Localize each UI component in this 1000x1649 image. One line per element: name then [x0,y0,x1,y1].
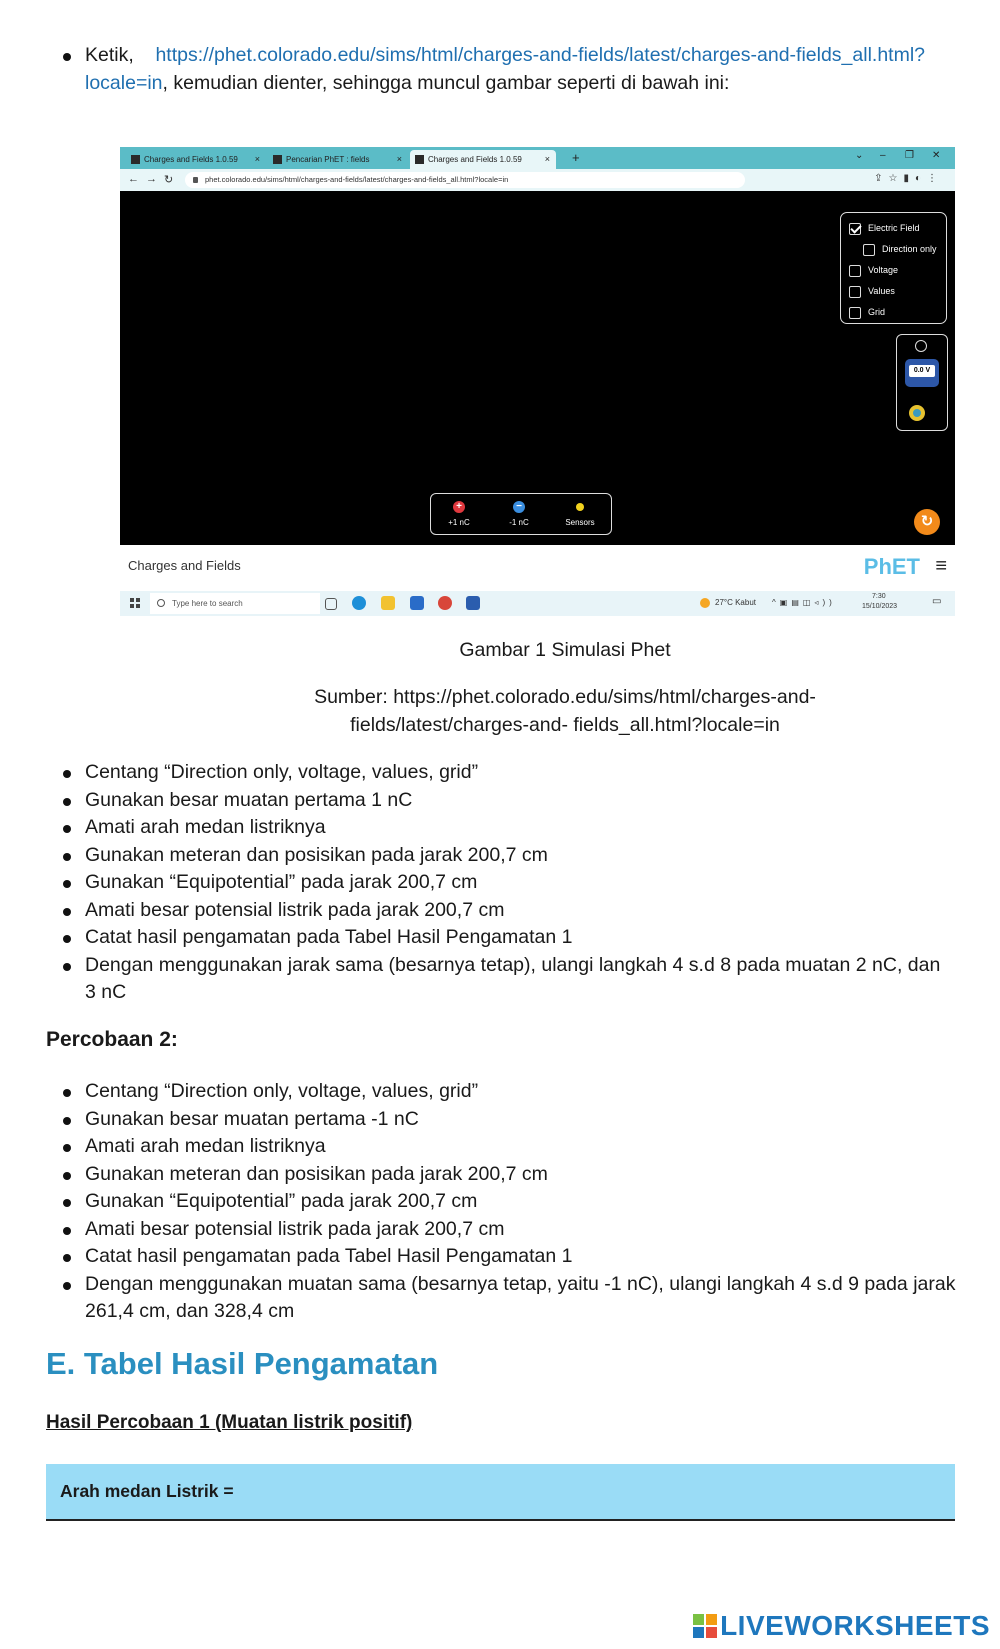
grid-checkbox[interactable] [849,307,861,319]
checkbox-label: Voltage [868,265,899,275]
voltage-checkbox[interactable] [849,265,861,277]
positive-charge-icon[interactable]: + [453,501,465,513]
word-icon[interactable] [466,596,480,610]
new-tab-icon[interactable]: + [572,150,580,165]
search-icon [157,599,165,607]
notification-icon[interactable]: ▭ [932,596,942,607]
tab-label: Charges and Fields 1.0.59 [428,155,522,164]
tab-label: Pencarian PhET : fields [286,155,370,164]
list-item: Catat hasil pengamatan pada Tabel Hasil Pengamatan 1 [60,924,965,952]
charges-toolbox [430,493,612,535]
voltmeter[interactable] [905,359,939,387]
reload-icon[interactable]: ↻ [164,174,174,186]
liveworksheets-icon [693,1614,717,1638]
intro-prefix: Ketik, [85,44,134,66]
voltmeter-readout: 0.0 V [909,365,935,377]
intro-item [60,42,965,97]
list-item: Gunakan “Equipotential” pada jarak 200,7 cm [60,1188,965,1216]
close-icon[interactable]: × [396,154,402,164]
list-item: Gunakan meteran dan posisikan pada jarak 200,7 cm [60,842,965,870]
percobaan-2-heading: Percobaan 2: [46,1028,178,1051]
figure-source: Sumber: https://phet.colorado.edu/sims/html/charges-and-fields/latest/charges-and- fields_all.html?locale=in [314,686,816,736]
list-item: Dengan menggunakan muatan sama (besarnya tetap, yaitu -1 nC), ulangi langkah 4 s.d 9 pada jarak 261,4 cm, dan 328,4 cm [60,1271,965,1326]
intro-list [60,42,965,97]
figure-caption: Gambar 1 Simulasi Phet [459,639,671,661]
browser-tab-2[interactable] [268,150,408,169]
sensor-icon[interactable] [576,503,584,511]
list-item: Amati besar potensial listrik pada jarak 200,7 cm [60,1216,965,1244]
phet-favicon-icon [415,155,424,164]
minimize-icon[interactable]: – [880,150,886,161]
weather-icon [700,598,710,608]
taskbar-search-placeholder: Type here to search [172,599,243,608]
chrome-icon[interactable] [438,596,452,610]
tools-box [896,334,948,431]
browser-tab-3[interactable] [410,150,556,169]
crosshair-icon[interactable] [915,340,927,352]
browser-tab-1[interactable] [126,150,266,169]
list-item: Gunakan besar muatan pertama 1 nC [60,787,965,815]
liveworksheets-logo [693,1610,990,1642]
charge-label: +1 nC [448,518,470,527]
checkbox-label: Direction only [882,244,937,254]
phet-logo: PhET [863,554,920,579]
charge-label: Sensors [565,518,595,527]
list-item: Amati arah medan listriknya [60,1133,965,1161]
windows-taskbar [120,591,955,616]
list-item: Gunakan meteran dan posisikan pada jarak 200,7 cm [60,1161,965,1189]
restore-icon[interactable]: ❐ [905,150,914,161]
intro-suffix: , kemudian dienter, sehingga muncul gambar seperti di bawah ini: [162,71,730,94]
forward-icon[interactable]: → [146,173,157,185]
values-checkbox[interactable] [849,286,861,298]
back-icon[interactable]: ← [128,173,139,185]
clock-date: 15/10/2023 [862,603,898,610]
tab-label: Charges and Fields 1.0.59 [144,155,238,164]
close-window-icon[interactable]: ✕ [932,150,941,161]
address-bar [120,169,955,191]
measuring-tape-icon[interactable] [909,405,925,421]
browser-tab-bar [120,147,955,169]
edge-icon[interactable] [352,596,366,610]
url-field[interactable] [185,172,745,188]
observation-table-row [46,1464,955,1521]
sim-title: Charges and Fields [128,558,241,573]
list-item: Gunakan besar muatan pertama -1 nC [60,1106,965,1134]
list-item: Catat hasil pengamatan pada Tabel Hasil Pengamatan 1 [60,1243,965,1271]
checkbox-label: Values [868,286,895,296]
list-item: Amati arah medan listriknya [60,814,965,842]
close-icon[interactable]: × [254,154,260,164]
liveworksheets-text: LIVEWORKSHEETS [720,1610,990,1641]
sim-navbar [120,545,955,591]
charge-label: -1 nC [509,518,529,527]
lock-icon [193,177,198,183]
file-explorer-icon[interactable] [381,596,395,610]
reset-icon[interactable]: ↻ [914,509,940,535]
taskbar-search-input[interactable] [150,593,320,614]
electric-field-checkbox[interactable] [849,223,861,235]
list-item: Gunakan “Equipotential” pada jarak 200,7 cm [60,869,965,897]
table-label: Arah medan Listrik = [60,1481,234,1501]
windows-start-icon[interactable] [130,598,140,608]
phet-favicon-icon [131,155,140,164]
steps-list-1 [60,759,965,1007]
toolbar-icons[interactable]: ⇪☆▮◐⋮ [874,173,943,184]
phet-link[interactable]: https://phet.colorado.edu/sims/html/charges-and-fields/latest/charges-and-fields_all.html?locale=in [85,44,926,94]
visibility-panel [840,212,947,324]
clock-time: 7:30 [872,593,886,600]
phet-screenshot [120,147,955,616]
negative-charge-icon[interactable]: − [513,501,525,513]
checkbox-label: Electric Field [868,223,920,233]
task-view-icon[interactable] [325,598,337,610]
steps-list-2 [60,1078,965,1326]
chevron-down-icon[interactable]: ⌄ [855,150,864,161]
system-tray-icons[interactable]: ^▣▤◫◃)) [772,598,836,607]
mail-icon[interactable] [410,596,424,610]
list-item: Centang “Direction only, voltage, values, grid” [60,1078,965,1106]
list-item: Dengan menggunakan jarak sama (besarnya tetap), ulangi langkah 4 s.d 8 pada muatan 2 nC, dan 3 nC [60,952,955,1007]
direction-only-checkbox[interactable] [863,244,875,256]
checkbox-label: Grid [868,307,886,317]
list-item: Amati besar potensial listrik pada jarak 200,7 cm [60,897,965,925]
weather-text: 27°C Kabut [715,598,757,607]
close-icon[interactable]: × [544,154,550,164]
hamburger-menu-icon[interactable]: ≡ [935,555,947,577]
list-item: Centang “Direction only, voltage, values, grid” [60,759,965,787]
section-heading: E. Tabel Hasil Pengamatan [46,1346,439,1381]
phet-favicon-icon [273,155,282,164]
table-subheading: Hasil Percobaan 1 (Muatan listrik positif) [46,1412,413,1433]
url-text: phet.colorado.edu/sims/html/charges-and-fields/latest/charges-and-fields_all.html?locale=in [205,175,509,184]
